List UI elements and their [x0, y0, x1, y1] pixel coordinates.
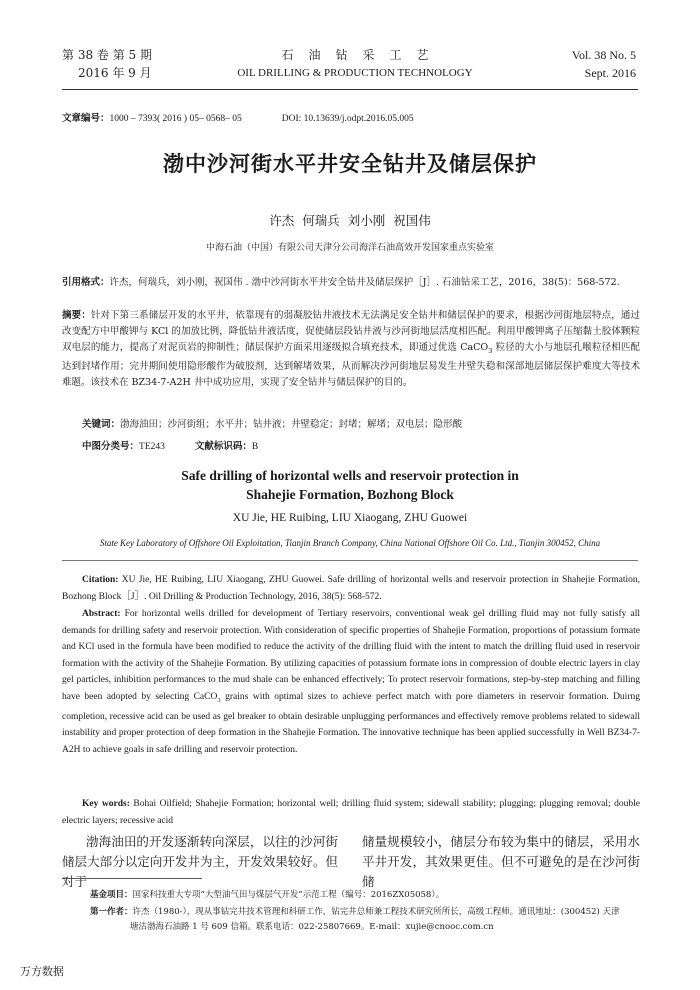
abstract-cn-label: 摘要： — [62, 310, 91, 321]
fund-text: 国家科技重大专项“大型油气田与煤层气开发”示范工程（编号：2016ZX05058）。 — [132, 890, 445, 900]
authors-cn: 许杰 何瑞兵 刘小刚 祝国伟 — [269, 213, 431, 228]
article-no-label: 文章编号： — [62, 113, 110, 124]
body-column-right: 储量规模较小，储层分布较为集中的储层，采用水平井开发，其效果更佳。但不可避免的是在沙河街储 — [362, 834, 640, 889]
affiliation-en: State Key Laboratory of Offshore Oil Exploitation, Tianjin Branch Company, China National Offshore Oil Co. Ltd., Tianjin 300452, China — [99, 538, 601, 548]
title-en — [0, 466, 700, 504]
keywords-en — [62, 796, 640, 829]
abstract-cn-text-a: 针对下第三系储层开发的水平井，依靠现有的弱凝胶钻井液技术无法满足安全钻井和储层保护的要求，根据沙河街地层特点，通过改变配方中甲酸钾与 KCl 的加放比例，降低钻井液活度，促使储层段钻井液与沙河街地层活度相匹配。利用甲酸钾离子压缩黏土胶体颗粒双电层的能力，提高了对泥页岩的抑制性；储层保护方面采用逐级拟合填充技术，即通过优选 CaCO — [62, 310, 640, 353]
author-text-b: 塘沽渤海石油路 1 号 609 信箱。联系电话：022-25807669。E-mail：xujie@cnooc.com.cn — [130, 922, 494, 932]
abstract-cn-text-b: 粒径的大小与地层孔喉粒径相匹配达到封堵作用；完井期间使用隐形酸作为破胶剂，达到解堵效果，从而解决沙河街地层易发生井壁失稳和深部地层储层保护难度大等技术难题。该技术在 BZ34-7-A2H 井中成功应用，实现了安全钻井与储层保护的目的。 — [62, 341, 640, 389]
header-issue-cn — [62, 46, 152, 82]
authors-en: XU Jie, HE Ruibing, LIU Xiaogang, ZHU Guowei — [232, 512, 468, 524]
issue-en: Vol. 38 No. 5 — [571, 48, 636, 62]
citation-cn-label: 引用格式： — [62, 277, 110, 288]
date-en: Sept. 2016 — [584, 66, 636, 80]
citation-cn-text: 许杰，何瑞兵，刘小刚，祝国伟 . 渤中沙河街水平井安全钻井及储层保护［J］. 石油钻采工艺，2016，38(5)：568-572. — [109, 277, 620, 288]
citation-en-text: XU Jie, HE Ruibing, LIU Xiaogang, ZHU Guowei. Safe drilling of horizontal wells and reservoir protection in Shahejie Formation, Bozhong Block［J］. Oil Drilling & Production Technology, 2016, 38(5): 568-572. — [62, 575, 640, 602]
keywords-en-text: Bohai Oilfield; Shahejie Formation; horizontal well; drilling fluid system; sidewall stability; plugging; plugging removal; double electric layers; recessive acid — [62, 799, 640, 826]
title-en-line2: Shahejie Formation, Bozhong Block — [246, 487, 454, 502]
watermark: 万方数据 — [20, 965, 64, 978]
doc-code-label: 文献标识码： — [194, 441, 252, 452]
abstract-cn-sub: 3 — [488, 346, 493, 355]
author-text-a: 许杰（1980-），现从事钻完井技术管理和科研工作，钻完井总师兼工程技术研究所所长，高级工程师。通讯地址：(300452) 天津 — [132, 907, 620, 917]
citation-en-label: Citation: — [82, 575, 119, 585]
header-issue-en — [572, 46, 636, 82]
header-rule — [62, 89, 638, 90]
fund-label: 基金项目： — [90, 890, 133, 900]
abstract-en — [62, 606, 640, 758]
header-journal — [210, 46, 500, 82]
citation-en — [62, 572, 640, 605]
abstract-cn — [62, 308, 640, 391]
keywords-cn-label: 关键词： — [82, 419, 121, 430]
article-meta — [62, 110, 414, 124]
clc-value: TE243 — [139, 442, 165, 452]
english-block-rule — [62, 560, 638, 561]
keywords-cn — [82, 416, 462, 430]
affiliation-cn: 中海石油（中国）有限公司天津分公司海洋石油高效开发国家重点实验室 — [205, 243, 494, 253]
journal-name-cn: 石油钻采工艺 — [281, 48, 444, 62]
page-title: 渤中沙河街水平井安全钻井及储层保护 — [163, 152, 537, 176]
keywords-en-label: Key words: — [82, 799, 130, 809]
clc-label: 中图分类号： — [82, 441, 140, 452]
classification-cn — [82, 438, 258, 452]
footnote-fund — [90, 888, 650, 900]
title-en-line1: Safe drilling of horizontal wells and reservoir protection in — [181, 468, 519, 483]
doi: DOI: 10.13639/j.odpt.2016.05.005 — [281, 114, 414, 124]
date-cn: 2016 年 9 月 — [78, 66, 152, 80]
author-label: 第一作者： — [90, 907, 133, 917]
footnote-author — [90, 905, 650, 935]
citation-cn — [62, 275, 640, 292]
issue-cn: 第 38 卷 第 5 期 — [62, 48, 152, 62]
doc-code-value: B — [251, 442, 259, 452]
body-column-left: 渤海油田的开发逐渐转向深层，以往的沙河街储层大部分以定向开发井为主，开发效果较好。但对于 — [62, 834, 338, 889]
abstract-en-sub: 3 — [217, 696, 221, 704]
abstract-en-text-a: For horizontal wells drilled for development of Tertiary reservoirs, conventional weak gel drilling fluid may not fully satisfy all demands for drilling safety and reservoir protection. With consideration of specific properties of Shahejie Formation, proportions of potassium formate and KCl used in the formula have been modified to reduce the activity of the drilling fluid with the intent to match the drilling fluid used in reservoir formation with the activity of the Shahejie Formation. By utilizing capacities of potassium formate ions in compression of double electric layers in clay gel particles, inhibition performances to the mud shale can be enhanced effectively; To protect reservoir formations, step-by-step matching and filling have been adopted by selecting CaCO — [62, 609, 640, 702]
journal-name-en: OIL DRILLING & PRODUCTION TECHNOLOGY — [237, 67, 473, 79]
abstract-en-label: Abstract: — [82, 609, 121, 619]
abstract-en-text-b: grains with optimal sizes to achieve perfect match with pore diameters in reservoir formation. Duirng completion, recessive acid can be used as gel breaker to obtain desirable unplugging performances and effectively remove problems related to sidewall instability and proper protection of deep formation in the Shahejie Formation. The innovative technique has been applied successfully in Well BZ34-7-A2H to achieve goals in safe drilling and reservoir protection. — [62, 691, 640, 755]
footnote-rule — [62, 878, 202, 879]
keywords-cn-text: 渤海油田；沙河街组；水平井；钻井液；井壁稳定；封堵；解堵；双电层；隐形酸 — [120, 419, 463, 430]
article-no: 1000 – 7393( 2016 ) 05– 0568– 05 — [109, 114, 242, 124]
